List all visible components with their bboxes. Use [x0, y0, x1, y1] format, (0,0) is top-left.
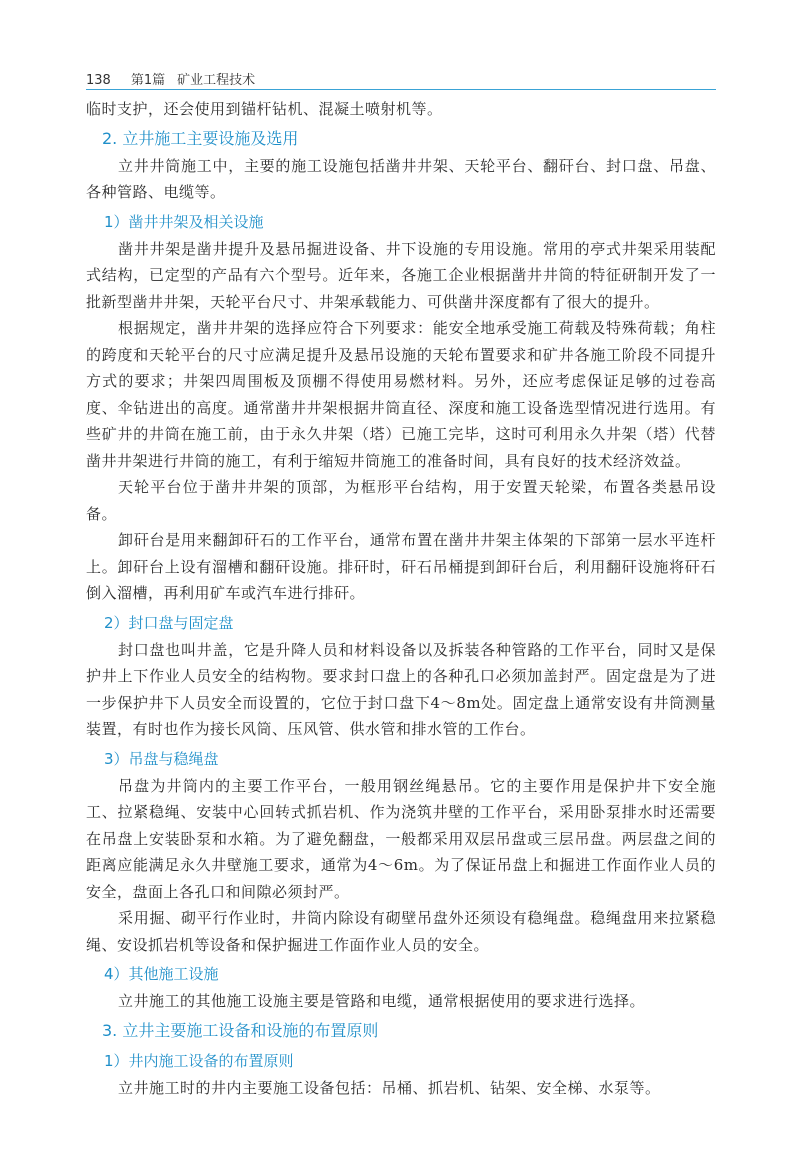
- section-heading: 3. 立井主要施工设备和设施的布置原则: [102, 1020, 379, 1040]
- paragraph: 天轮平台位于凿井井架的顶部，为框形平台结构，用于安置天轮梁，布置各类悬吊设备。: [86, 478, 716, 523]
- page-body: [86, 96, 716, 1101]
- paragraph: 立井施工时的井内主要施工设备包括：吊桶、抓岩机、钻架、安全梯、水泵等。: [118, 1078, 661, 1097]
- paragraph: 临时支护，还会使用到锚杆钻机、混凝土喷射机等。: [86, 100, 443, 118]
- page-number: 138: [86, 73, 111, 88]
- section-heading: 2. 立井施工主要设施及选用: [102, 128, 299, 148]
- paragraph: 立井井筒施工中，主要的施工设施包括凿井井架、天轮平台、翻矸台、封口盘、吊盘、各种管路、电缆等。: [86, 156, 716, 201]
- subsection-heading: 1）凿井井架及相关设施: [104, 212, 264, 231]
- paragraph: 根据规定，凿井井架的选择应符合下列要求：能安全地承受施工荷载及特殊荷载；角柱的跨度和天轮平台的尺寸应满足提升及悬吊设施的天轮布置要求和矿井各施工阶段不同提升方式的要求；井架四周围板及顶棚不得使用易燃材料。另外，还应考虑保证足够的过卷高度、伞钻进出的高度。通常凿井井架根据井筒直径、深度和施工设备选型情况进行选用。有些矿井的井筒在施工前，由于永久井架（塔）已施工完毕，这时可利用永久井架（塔）代替凿井井架进行井筒的施工，有利于缩短井筒施工的准备时间，具有良好的技术经济效益。: [86, 319, 716, 470]
- paragraph: 凿井井架是凿井提升及悬吊掘进设备、井下设施的专用设施。常用的亭式井架采用装配式结构，已定型的产品有六个型号。近年来，各施工企业根据凿井井筒的特征研制开发了一批新型凿井井架，天轮平台尺寸、井架承载能力、可供凿井深度都有了很大的提升。: [86, 239, 716, 311]
- paragraph: 封口盘也叫井盖，它是升降人员和材料设备以及拆装各种管路的工作平台，同时又是保护井上下作业人员安全的结构物。要求封口盘上的各种孔口必须加盖封严。固定盘是为了进一步保护井下人员安全而设置的，它位于封口盘下4～8m处。固定盘上通常安设有井筒测量装置，有时也作为接长风筒、压风管、供水管和排水管的工作台。: [86, 640, 716, 738]
- paragraph: 卸矸台是用来翻卸矸石的工作平台，通常布置在凿井井架主体架的下部第一层水平连杆上。卸矸台上设有溜槽和翻矸设施。排矸时，矸石吊桶提到卸矸台后，利用翻矸设施将矸石倒入溜槽，再利用矿车或汽车进行排矸。: [86, 531, 716, 602]
- paragraph: 吊盘为井筒内的主要工作平台，一般用钢丝绳悬吊。它的主要作用是保护井下安全施工、拉紧稳绳、安装中心回转式抓岩机、作为浇筑井壁的工作平台，采用卧泵排水时还需要在吊盘上安装卧泵和水箱。为了避免翻盘，一般都采用双层吊盘或三层吊盘。两层盘之间的距离应能满足永久井壁施工要求，通常为4～6m。为了保证吊盘上和掘进工作面作业人员的安全，盘面上各孔口和间隙必须封严。: [86, 776, 716, 901]
- subsection-heading: 3）吊盘与稳绳盘: [104, 749, 219, 768]
- subsection-heading: 1）井内施工设备的布置原则: [104, 1051, 294, 1070]
- subsection-heading: 2）封口盘与固定盘: [104, 613, 234, 632]
- subsection-heading: 4）其他施工设施: [104, 965, 219, 983]
- part-label: 第1篇: [130, 73, 166, 88]
- paragraph: 采用掘、砌平行作业时，井筒内除设有砌壁吊盘外还须设有稳绳盘。稳绳盘用来拉紧稳绳、安设抓岩机等设备和保护掘进工作面作业人员的安全。: [86, 909, 716, 954]
- running-header: [86, 62, 716, 88]
- paragraph: 立井施工的其他施工设施主要是管路和电缆，通常根据使用的要求进行选择。: [118, 992, 646, 1010]
- part-title: 矿业工程技术: [177, 73, 256, 88]
- header-rule: [86, 89, 716, 90]
